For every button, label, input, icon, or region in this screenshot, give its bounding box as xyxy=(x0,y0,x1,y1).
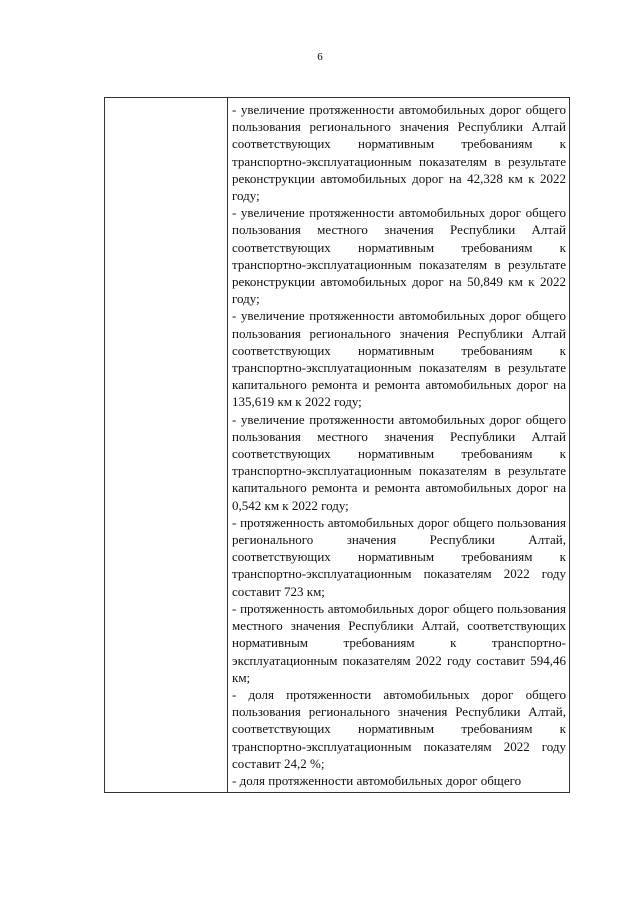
document-table xyxy=(104,97,570,793)
page-number: 6 xyxy=(317,51,323,63)
list-item: - протяженность автомобильных дорог общего пользования местного значения Республики Алтай, соответствующих нормативным требованиям к транспортно-эксплуатационным показателям 2022 году составит 594,46 км; xyxy=(232,600,566,685)
list-item: - увеличение протяженности автомобильных дорог общего пользования местного значения Республики Алтай соответствующих нормативным требованиям к транспортно-эксплуатационным показателям в результате реконструкции автомобильных дорог на 50,849 км к 2022 году; xyxy=(232,205,566,307)
list-item: - увеличение протяженности автомобильных дорог общего пользования регионального значения Республики Алтай соответствующих нормативным требованиям к транспортно-эксплуатационным показателям в результате реконструкции автомобильных дорог на 42,328 км к 2022 году; xyxy=(232,102,566,204)
list-item: - протяженность автомобильных дорог общего пользования регионального значения Республики Алтай, соответствующих нормативным требованиям к транспортно-эксплуатационным показателям 2022 году составит 723 км; xyxy=(232,514,566,599)
list-item: - доля протяженности автомобильных дорог общего xyxy=(232,772,522,788)
list-item: - увеличение протяженности автомобильных дорог общего пользования регионального значения Республики Алтай соответствующих нормативным требованиям к транспортно-эксплуатационным показателям в результате капитального ремонта и ремонта автомобильных дорог на 135,619 км к 2022 году; xyxy=(232,308,566,410)
table-left-cell xyxy=(105,98,228,792)
table-right-cell xyxy=(228,98,569,792)
list-item: - доля протяженности автомобильных дорог общего пользования регионального значения Республики Алтай, соответствующих нормативным требованиям к транспортно-эксплуатационным показателям 2022 году составит 24,2 %; xyxy=(232,686,566,771)
list-item: - увеличение протяженности автомобильных дорог общего пользования местного значения Республики Алтай соответствующих нормативным требованиям к транспортно-эксплуатационным показателям в результате капитального ремонта и ремонта автомобильных дорог на 0,542 км к 2022 году; xyxy=(232,411,566,513)
